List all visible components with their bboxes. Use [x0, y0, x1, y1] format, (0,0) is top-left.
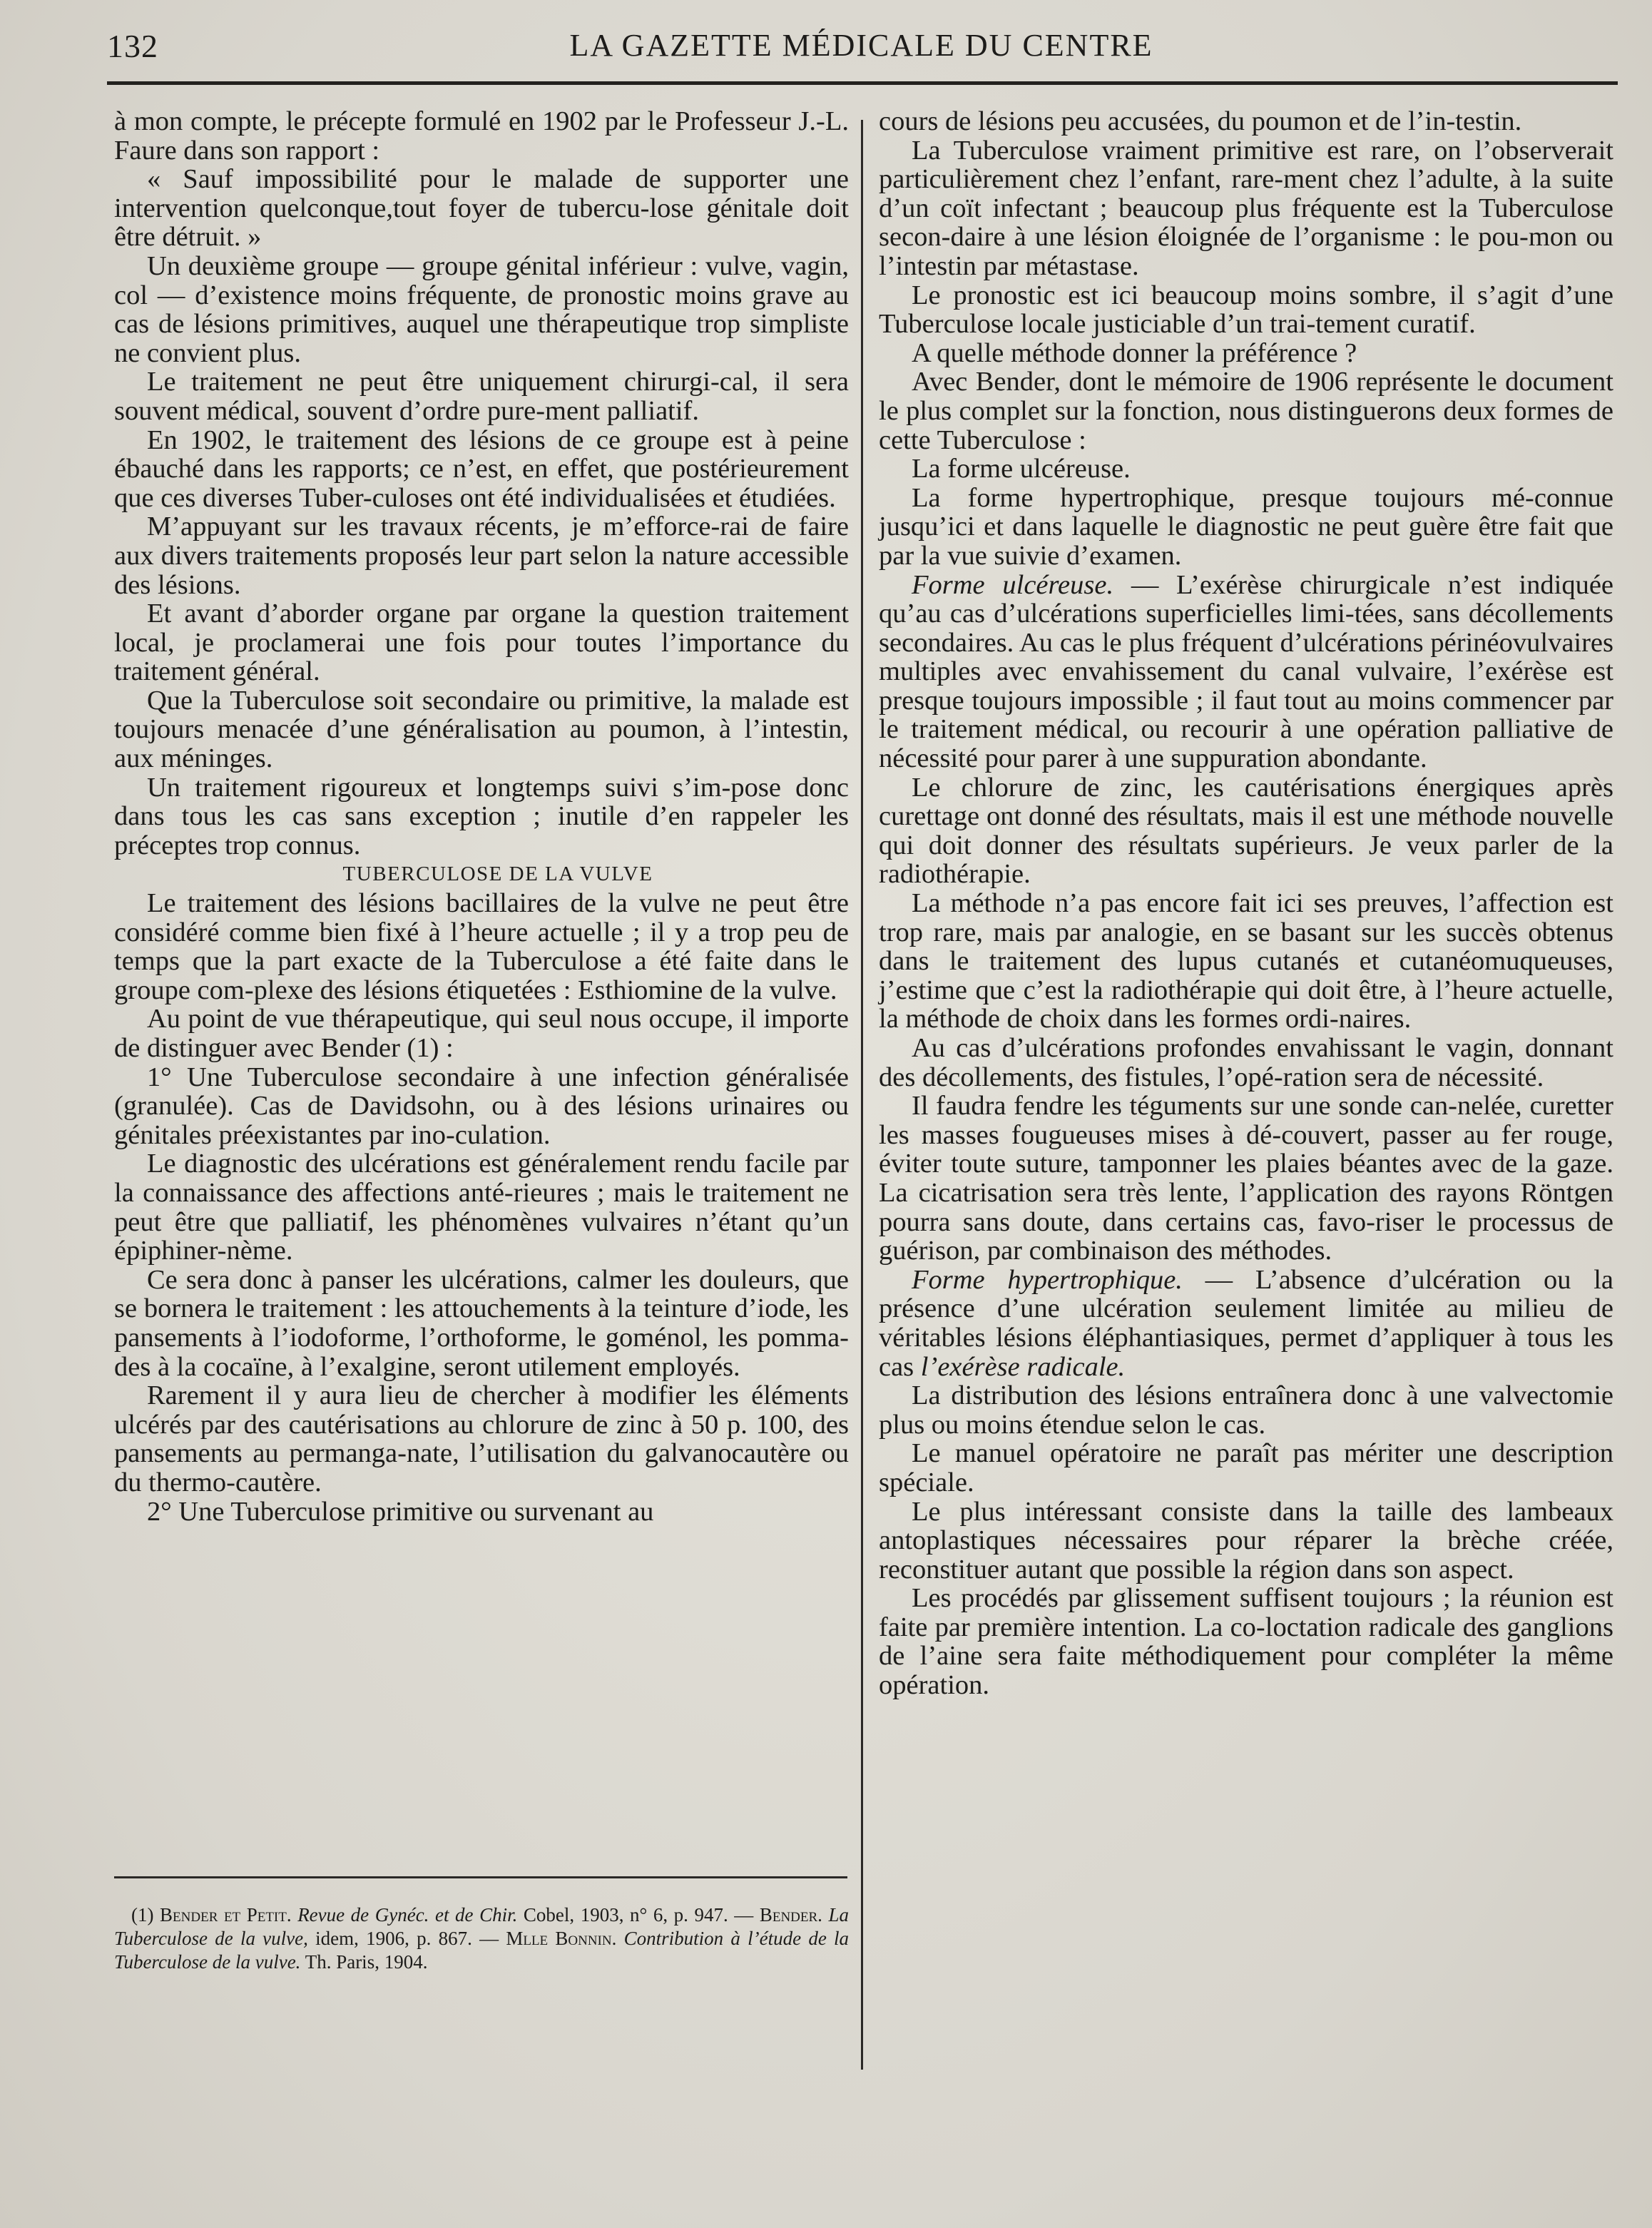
- footnote-title: Revue de Gynéc. et de Chir.: [297, 1904, 518, 1926]
- paragraph: La méthode n’a pas encore fait ici ses preuves, l’affection est trop rare, mais par analogie, en se basant sur les succès obtenus dans le traitement des lupus cutanés et cutanéomuqueuses, j’estime que c’est la radiothérapie qui doit être, à l’heure actuelle, la méthode de choix dans les formes ordi-naires.: [879, 888, 1613, 1034]
- header-rule: [107, 81, 1618, 85]
- footnote-rule: [114, 1876, 847, 1878]
- paragraph: Avec Bender, dont le mémoire de 1906 représente le document le plus complet sur la fonction, nous distinguerons deux formes de cette Tuberculose :: [879, 367, 1613, 455]
- paragraph: Un deuxième groupe — groupe génital inférieur : vulve, vagin, col — d’existence moins fréquente, de pronostic moins grave au cas de lésions primitives, auquel une thérapeutique trop simpliste ne convient plus.: [114, 250, 849, 368]
- footnote-author: Bender.: [759, 1904, 822, 1926]
- footnote-author: Bender et Petit.: [160, 1904, 292, 1926]
- paragraph: Le manuel opératoire ne paraît pas mériter une description spéciale.: [879, 1438, 1613, 1497]
- page-number: 132: [107, 28, 158, 64]
- paragraph: cours de lésions peu accusées, du poumon et de l’in-testin.: [879, 106, 1522, 136]
- page-header: [107, 27, 1616, 67]
- footnote-author: Mlle Bonnin.: [506, 1928, 617, 1949]
- paragraph: Le traitement ne peut être uniquement chirurgi-cal, il sera souvent médical, souvent d’ordre pure-ment palliatif.: [114, 367, 849, 426]
- paragraph-text: — L’exérèse chirurgicale n’est indiquée qu’au cas d’ulcérations superficielles limi-tées, sans décollements secondaires. Au cas le plus fréquent d’ulcérations périnéovulvaires multiples avec envahissement du canal vulvaire, l’exérèse est presque toujours impossible ; il faut tout au moins commencer par le traitement médical, ou recourir à une opération palliative de nécessité pour parer à une suppuration abondante.: [879, 569, 1613, 774]
- paragraph: Les procédés par glissement suffisent toujours ; la réunion est faite par première intention. La co-loctation radicale des ganglions de l’aine sera faite méthodiquement pour compléter la même opération.: [879, 1583, 1613, 1701]
- paragraph: Le plus intéressant consiste dans la taille des lambeaux antoplastiques nécessaires pour réparer la brèche créée, reconstituer autant que possible la région dans son aspect.: [879, 1496, 1613, 1584]
- paragraph: La forme ulcéreuse.: [912, 454, 1131, 484]
- paragraph: Un traitement rigoureux et longtemps suivi s’im-pose donc dans tous les cas sans exception ; inutile d’en rappeler les préceptes trop connus.: [114, 772, 849, 860]
- paragraph: Le diagnostic des ulcérations est généralement rendu facile par la connaissance des affections anté-rieures ; mais le traitement ne peut être que palliatif, les phénomènes vulvaires n’étant qu’un épiphiner-nème.: [114, 1149, 849, 1266]
- paragraph: Que la Tuberculose soit secondaire ou primitive, la malade est toujours menacée d’une généralisation au poumon, à l’intestin, aux méninges.: [114, 685, 849, 774]
- journal-title: LA GAZETTE MÉDICALE DU CENTRE: [569, 28, 1153, 63]
- paragraph: Il faudra fendre les téguments sur une sonde can-nelée, curetter les masses fougueuses mises à dé-couvert, passer au fer rouge, éviter toute suture, tamponner les plaies béantes avec de la gaze. La cicatrisation sera très lente, l’application des rayons Röntgen pourra sans doute, dans certains cas, favo-riser le processus de guérison, par combinaison des méthodes.: [879, 1091, 1613, 1266]
- footnote-reference: idem, 1906, p. 867. —: [315, 1928, 499, 1949]
- paragraph: A quelle méthode donner la préférence ?: [912, 337, 1357, 368]
- paragraph: La forme hypertrophique, presque toujours mé-connue jusqu’ici et dans laquelle le diagnostic ne peut guère être fait que par la vue suivie d’examen.: [879, 482, 1613, 571]
- paragraph: Ce sera donc à panser les ulcérations, calmer les douleurs, que se bornera le traitement : les attouchements à la teinture d’iode, les pansements à l’iodoforme, l’orthoforme, le goménol, les pomma-des à la cocaïne, à l’exalgine, seront utilement employés.: [114, 1264, 849, 1382]
- paragraph: à mon compte, le précepte formulé en 1902 par le Professeur J.-L. Faure dans son rapport :: [114, 106, 849, 166]
- paragraph: Et avant d’aborder organe par organe la question traitement local, je proclamerai une fois pour toutes l’importance du traitement général.: [114, 599, 849, 687]
- right-column: [879, 107, 1613, 1700]
- paragraph: La Tuberculose vraiment primitive est rare, on l’observerait particulièrement chez l’enfant, rare-ment chez l’adulte, à la suite d’un coït infectant ; beaucoup plus fréquente est la Tuberculose secon-daire à une lésion éloignée de l’organisme : le pou-mon ou l’intestin par métastase.: [879, 135, 1613, 281]
- footnote-title: Contribution à l’étude de la Tuberculose de la vulve.: [114, 1928, 850, 1973]
- footnote-marker: (1): [131, 1904, 154, 1926]
- left-column: [114, 107, 849, 1526]
- quotation: « Sauf impossibilité pour le malade de supporter une intervention quelconque,tout foyer de tubercu-lose génitale doit être détruit. »: [114, 164, 849, 253]
- paragraph: En 1902, le traitement des lésions de ce groupe est à peine ébauché dans les rapports; ce n’est, en effet, que postérieurement que ces diverses Tuber-culoses ont été individualisées et étudiées.: [114, 424, 849, 513]
- paragraph-text: — L’absence d’ulcération ou la présence d’une ulcération seulement limitée au milieu de véritables lésions éléphantiasiques, permet d’appliquer à tous les cas: [879, 1264, 1613, 1382]
- paragraph: Le pronostic est ici beaucoup moins sombre, il s’agit d’une Tuberculose locale justiciable d’un trai-tement curatif.: [879, 280, 1613, 340]
- subsection-lead: Forme ulcéreuse.: [912, 569, 1114, 600]
- footnote: [114, 1903, 849, 1974]
- footnote-reference: Th. Paris, 1904.: [305, 1951, 428, 1973]
- paragraph: 2° Une Tuberculose primitive ou survenant au: [147, 1496, 654, 1527]
- paragraph: Au cas d’ulcérations profondes envahissant le vagin, donnant des décollements, des fistules, l’opé-ration sera de nécessité.: [879, 1033, 1613, 1092]
- paragraph: La distribution des lésions entraînera donc à une valvectomie plus ou moins étendue selon le cas.: [879, 1380, 1613, 1440]
- paragraph: M’appuyant sur les travaux récents, je m’efforce-rai de faire aux divers traitements proposés leur part selon la nature accessible des lésions.: [114, 512, 849, 600]
- paragraph: 1° Une Tuberculose secondaire à une infection généralisée (granulée). Cas de Davidsohn, ou à des lésions urinaires ou génitales préexistantes par ino-culation.: [114, 1062, 849, 1150]
- paragraph: [879, 571, 1613, 773]
- paragraph-emphasis: l’exérèse radicale.: [920, 1351, 1126, 1382]
- footnote-reference: Cobel, 1903, n° 6, p. 947. —: [523, 1904, 754, 1926]
- paragraph: Rarement il y aura lieu de chercher à modifier les éléments ulcérés par des cautérisations au chlorure de zinc à 50 p. 100, des pansements au permanga-nate, l’utilisation du galvanocautère ou du thermo-cautère.: [114, 1380, 849, 1497]
- footnote-text: [114, 1903, 849, 1974]
- column-divider: [861, 120, 863, 2070]
- section-heading: TUBERCULOSE DE LA VULVE: [342, 863, 653, 886]
- paragraph: Au point de vue thérapeutique, qui seul nous occupe, il importe de distinguer avec Bender (1) :: [114, 1004, 849, 1063]
- subsection-lead: Forme hypertrophique.: [912, 1264, 1183, 1295]
- paragraph: Le chlorure de zinc, les cautérisations énergiques après curettage ont donné des résultats, mais il est une méthode nouvelle qui doit donner des résultats supérieurs. Je veux parler de la radiothérapie.: [879, 772, 1613, 890]
- paragraph: [879, 1266, 1613, 1381]
- footnote-title: La Tuberculose de la vulve,: [114, 1904, 850, 1949]
- paragraph: Le traitement des lésions bacillaires de la vulve ne peut être considéré comme bien fixé à l’heure actuelle ; il y a trop peu de temps que la part exacte de la Tuberculose a été faite dans le groupe com-plexe des lésions étiquetées : Esthiomine de la vulve.: [114, 888, 849, 1005]
